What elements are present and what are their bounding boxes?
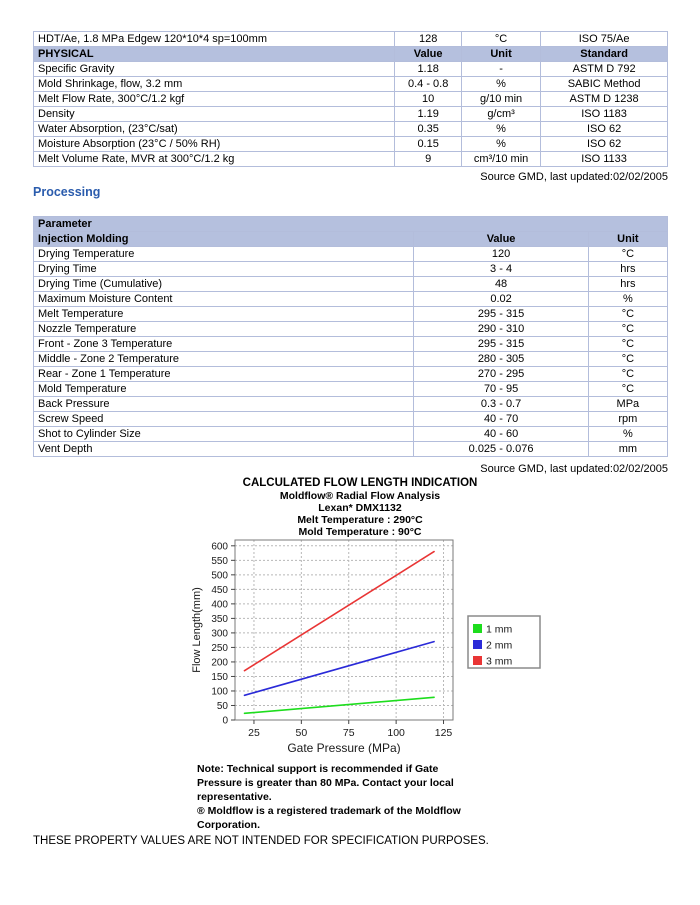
table-cell: 1.19	[395, 107, 462, 122]
table-cell: Value	[395, 47, 462, 62]
processing-heading: Processing	[33, 185, 101, 199]
chart-title-block	[190, 477, 530, 538]
table-row	[34, 62, 668, 77]
table-row	[34, 397, 668, 412]
table-cell: 295 - 315	[414, 337, 588, 352]
svg-text:600: 600	[211, 541, 228, 553]
svg-text:550: 550	[211, 555, 228, 567]
svg-text:75: 75	[342, 727, 355, 739]
table-cell: Standard	[541, 47, 668, 62]
table-row	[34, 292, 668, 307]
svg-text:300: 300	[211, 628, 228, 640]
table-row	[34, 107, 668, 122]
table-cell: hrs	[588, 277, 667, 292]
table-cell: cm³/10 min	[461, 152, 540, 167]
table-row	[34, 262, 668, 277]
chart-note-line: Corporation.	[197, 819, 260, 831]
table-cell: g/cm³	[461, 107, 540, 122]
table-row	[34, 152, 668, 167]
table-cell: hrs	[588, 262, 667, 277]
table-group-header-row	[34, 217, 668, 232]
table-cell: 0.02	[414, 292, 588, 307]
legend-label: 1 mm	[486, 623, 513, 636]
chart-subtitle: Melt Temperature : 290°C	[297, 514, 423, 526]
table-cell: °C	[588, 382, 667, 397]
table-cell: 0.3 - 0.7	[414, 397, 588, 412]
table-cell: Specific Gravity	[34, 62, 395, 77]
svg-text:25: 25	[248, 727, 260, 739]
table-cell: °C	[461, 32, 540, 47]
svg-text:500: 500	[211, 570, 228, 582]
disclaimer-text: THESE PROPERTY VALUES ARE NOT INTENDED FOR SPECIFICATION PURPOSES.	[33, 835, 489, 847]
chart-note-line: representative.	[197, 791, 272, 803]
svg-text:0: 0	[222, 715, 228, 727]
table-cell: 290 - 310	[414, 322, 588, 337]
chart-note	[197, 762, 527, 832]
table-cell: Back Pressure	[34, 397, 414, 412]
svg-text:100: 100	[387, 727, 405, 739]
table-cell: HDT/Ae, 1.8 MPa Edgew 120*10*4 sp=100mm	[34, 32, 395, 47]
table-row	[34, 307, 668, 322]
svg-text:Gate Pressure (MPa): Gate Pressure (MPa)	[287, 741, 401, 754]
table-row	[34, 352, 668, 367]
table-cell: 3 - 4	[414, 262, 588, 277]
table-cell: 40 - 60	[414, 427, 588, 442]
table-row	[34, 412, 668, 427]
svg-text:50: 50	[295, 727, 308, 739]
table-cell: ISO 62	[541, 122, 668, 137]
table-cell: °C	[588, 247, 667, 262]
table-cell: °C	[588, 307, 667, 322]
flow-length-chart	[187, 532, 542, 754]
table-cell: 40 - 70	[414, 412, 588, 427]
table-row	[34, 367, 668, 382]
table-row	[34, 122, 668, 137]
table-cell: Value	[414, 232, 588, 247]
table-cell: 270 - 295	[414, 367, 588, 382]
table-cell: Mold Shrinkage, flow, 3.2 mm	[34, 77, 395, 92]
svg-text:250: 250	[211, 642, 228, 654]
table-cell: Moisture Absorption (23°C / 50% RH)	[34, 137, 395, 152]
table-cell: 0.35	[395, 122, 462, 137]
table-cell: -	[461, 62, 540, 77]
legend-swatch	[473, 656, 482, 665]
table-cell: 10	[395, 92, 462, 107]
chart-note-line: Pressure is greater than 80 MPa. Contact your local	[197, 777, 454, 789]
table-cell: °C	[588, 367, 667, 382]
physical-properties-table	[33, 31, 668, 167]
legend-swatch	[473, 640, 482, 649]
table-cell: 128	[395, 32, 462, 47]
source-note: Source GMD, last updated:02/02/2005	[480, 171, 668, 183]
table-cell: %	[461, 77, 540, 92]
svg-text:400: 400	[211, 599, 228, 611]
svg-text:50: 50	[216, 700, 228, 712]
flow-length-chart-svg	[187, 532, 542, 754]
table-cell: Unit	[588, 232, 667, 247]
svg-text:450: 450	[211, 584, 228, 596]
table-row	[34, 247, 668, 262]
table-cell: Vent Depth	[34, 442, 414, 457]
table-cell: rpm	[588, 412, 667, 427]
chart-subtitle: Lexan* DMX1132	[318, 502, 402, 514]
table-cell: g/10 min	[461, 92, 540, 107]
table-cell: Front - Zone 3 Temperature	[34, 337, 414, 352]
table-header-row	[34, 47, 668, 62]
table-row	[34, 32, 668, 47]
table-cell: Water Absorption, (23°C/sat)	[34, 122, 395, 137]
table-cell: Melt Flow Rate, 300°C/1.2 kgf	[34, 92, 395, 107]
table-cell: Rear - Zone 1 Temperature	[34, 367, 414, 382]
table-cell: ASTM D 1238	[541, 92, 668, 107]
chart-title: CALCULATED FLOW LENGTH INDICATION	[242, 477, 478, 489]
table-row	[34, 322, 668, 337]
table-cell: 48	[414, 277, 588, 292]
table-row	[34, 427, 668, 442]
legend-label: 3 mm	[486, 655, 513, 668]
table-cell: °C	[588, 337, 667, 352]
table-cell: Maximum Moisture Content	[34, 292, 414, 307]
table-cell: mm	[588, 442, 667, 457]
table-cell: Mold Temperature	[34, 382, 414, 397]
table-row	[34, 137, 668, 152]
table-cell: Nozzle Temperature	[34, 322, 414, 337]
table-cell: 120	[414, 247, 588, 262]
table-cell: PHYSICAL	[34, 47, 395, 62]
table-cell: %	[461, 122, 540, 137]
legend-label: 2 mm	[486, 639, 513, 652]
svg-text:100: 100	[211, 686, 228, 698]
table-cell: Melt Volume Rate, MVR at 300°C/1.2 kg	[34, 152, 395, 167]
table-cell: %	[461, 137, 540, 152]
table-cell: 0.4 - 0.8	[395, 77, 462, 92]
table-cell: Drying Time (Cumulative)	[34, 277, 414, 292]
table-cell: Parameter	[34, 217, 668, 232]
table-header-row	[34, 232, 668, 247]
source-note: Source GMD, last updated:02/02/2005	[480, 463, 668, 475]
table-cell: 295 - 315	[414, 307, 588, 322]
table-cell: 0.025 - 0.076	[414, 442, 588, 457]
table-cell: Injection Molding	[34, 232, 414, 247]
table-row	[34, 77, 668, 92]
table-row	[34, 442, 668, 457]
chart-subtitle: Moldflow® Radial Flow Analysis	[279, 490, 441, 502]
table-cell: 280 - 305	[414, 352, 588, 367]
legend-swatch	[473, 624, 482, 633]
table-cell: Drying Temperature	[34, 247, 414, 262]
table-cell: Unit	[461, 47, 540, 62]
table-row	[34, 277, 668, 292]
table-cell: 9	[395, 152, 462, 167]
table-cell: %	[588, 427, 667, 442]
table-cell: °C	[588, 322, 667, 337]
processing-parameters-table	[33, 216, 668, 457]
table-cell: 1.18	[395, 62, 462, 77]
table-cell: Density	[34, 107, 395, 122]
table-cell: ISO 62	[541, 137, 668, 152]
table-cell: 0.15	[395, 137, 462, 152]
table-cell: ASTM D 792	[541, 62, 668, 77]
chart-note-line: ® Moldflow is a registered trademark of the Moldflow	[197, 805, 461, 817]
table-row	[34, 337, 668, 352]
table-cell: Screw Speed	[34, 412, 414, 427]
table-cell: %	[588, 292, 667, 307]
table-cell: MPa	[588, 397, 667, 412]
table-cell: 70 - 95	[414, 382, 588, 397]
table-cell: Middle - Zone 2 Temperature	[34, 352, 414, 367]
table-cell: ISO 75/Ae	[541, 32, 668, 47]
svg-text:125: 125	[434, 727, 453, 739]
svg-text:Flow Length(mm): Flow Length(mm)	[191, 587, 203, 673]
table-cell: ISO 1133	[541, 152, 668, 167]
table-cell: SABIC Method	[541, 77, 668, 92]
svg-text:150: 150	[211, 671, 228, 683]
table-cell: Drying Time	[34, 262, 414, 277]
table-cell: Shot to Cylinder Size	[34, 427, 414, 442]
table-cell: ISO 1183	[541, 107, 668, 122]
table-cell: Melt Temperature	[34, 307, 414, 322]
svg-text:200: 200	[211, 657, 228, 669]
chart-note-line: Note: Technical support is recommended if Gate	[197, 763, 439, 775]
table-row	[34, 92, 668, 107]
table-row	[34, 382, 668, 397]
svg-text:350: 350	[211, 613, 228, 625]
table-cell: °C	[588, 352, 667, 367]
chart-subtitle: Mold Temperature : 90°C	[298, 526, 422, 538]
